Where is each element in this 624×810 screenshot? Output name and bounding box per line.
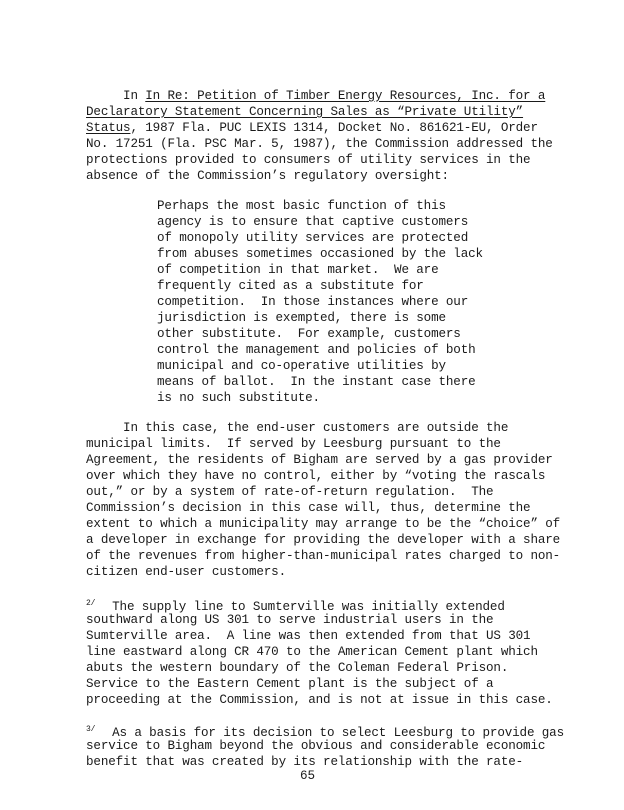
footnote-3-line: service to Bigham beyond the obvious and considerable economic	[86, 739, 546, 753]
para2-line: In this case, the end-user customers are outside the	[86, 421, 509, 435]
quote-line: control the management and policies of both	[157, 343, 476, 357]
quote-line: is no such substitute.	[157, 391, 320, 405]
footnote-2-line: southward along US 301 to serve industrial users in the	[86, 613, 494, 627]
quote-line: frequently cited as a substitute for	[157, 279, 424, 293]
quote-line: other substitute. For example, customers	[157, 327, 461, 341]
quote-line: from abuses sometimes occasioned by the lack	[157, 247, 483, 261]
para2-line: extent to which a municipality may arrange to be the “choice” of	[86, 517, 561, 531]
para1-line-2	[86, 104, 523, 120]
case-citation-title: In Re: Petition of Timber Energy Resources, Inc. for a	[145, 89, 546, 103]
quote-line: of competition in that market. We are	[157, 263, 439, 277]
footnote-2-line: line eastward along CR 470 to the American Cement plant which	[86, 645, 538, 659]
quote-line: agency is to ensure that captive customers	[157, 215, 469, 229]
para2-line: citizen end-user customers.	[86, 565, 287, 579]
para2-line: a developer in exchange for providing the developer with a share	[86, 533, 561, 547]
quote-line: competition. In those instances where our	[157, 295, 469, 309]
para1-line-3: Status, 1987 Fla. PUC LEXIS 1314, Docket No. 861621-EU, Order	[86, 121, 538, 135]
quote-line: Perhaps the most basic function of this	[157, 199, 446, 213]
para2-line: Commission’s decision in this case will, thus, determine the	[86, 501, 531, 515]
footnote-3-line-1: $^{3/}$ As a basis for its decision to select Leesburg to provide gas	[86, 725, 564, 740]
footnote-2-line: proceeding at the Commission, and is not at issue in this case.	[86, 693, 553, 707]
footnote-2-marker: 2/	[86, 599, 96, 608]
quote-line: municipal and co-operative utilities by	[157, 359, 446, 373]
para1-line: No. 17251 (Fla. PSC Mar. 5, 1987), the Commission addressed the	[86, 137, 553, 151]
para1-line: protections provided to consumers of utility services in the	[86, 153, 531, 167]
para2-line: municipal limits. If served by Leesburg pursuant to the	[86, 437, 501, 451]
footnote-2-line: Sumterville area. A line was then extended from that US 301	[86, 629, 531, 643]
case-citation-title-cont: Declaratory Statement Concerning Sales as “Private Utility”	[86, 105, 524, 119]
para2-line: out,” or by a system of rate-of-return regulation. The	[86, 485, 494, 499]
quote-line: jurisdiction is exempted, there is some	[157, 311, 446, 325]
quote-line: of monopoly utility services are protected	[157, 231, 469, 245]
page-number: 65	[300, 769, 316, 783]
footnote-2-line: Service to the Eastern Cement plant is the subject of a	[86, 677, 494, 691]
quote-line: means of ballot. In the instant case there	[157, 375, 476, 389]
footnote-2-line-1: $^{2/}$ The supply line to Sumterville was initially extended	[86, 599, 505, 614]
para1-line-1: In In Re: Petition of Timber Energy Resources, Inc. for a	[86, 89, 546, 103]
para2-line: Agreement, the residents of Bigham are served by a gas provider	[86, 453, 553, 467]
para2-line: of the revenues from higher-than-municipal rates charged to non-	[86, 549, 561, 563]
footnote-3-line: benefit that was created by its relationship with the rate-	[86, 755, 524, 769]
para2-line: over which they have no control, either by “voting the rascals	[86, 469, 546, 483]
footnote-3-marker: 3/	[86, 725, 96, 734]
footnote-2-line: abuts the western boundary of the Coleman Federal Prison.	[86, 661, 509, 675]
case-citation-title-end: Status	[86, 121, 131, 135]
para1-line: absence of the Commission’s regulatory oversight:	[86, 169, 449, 183]
